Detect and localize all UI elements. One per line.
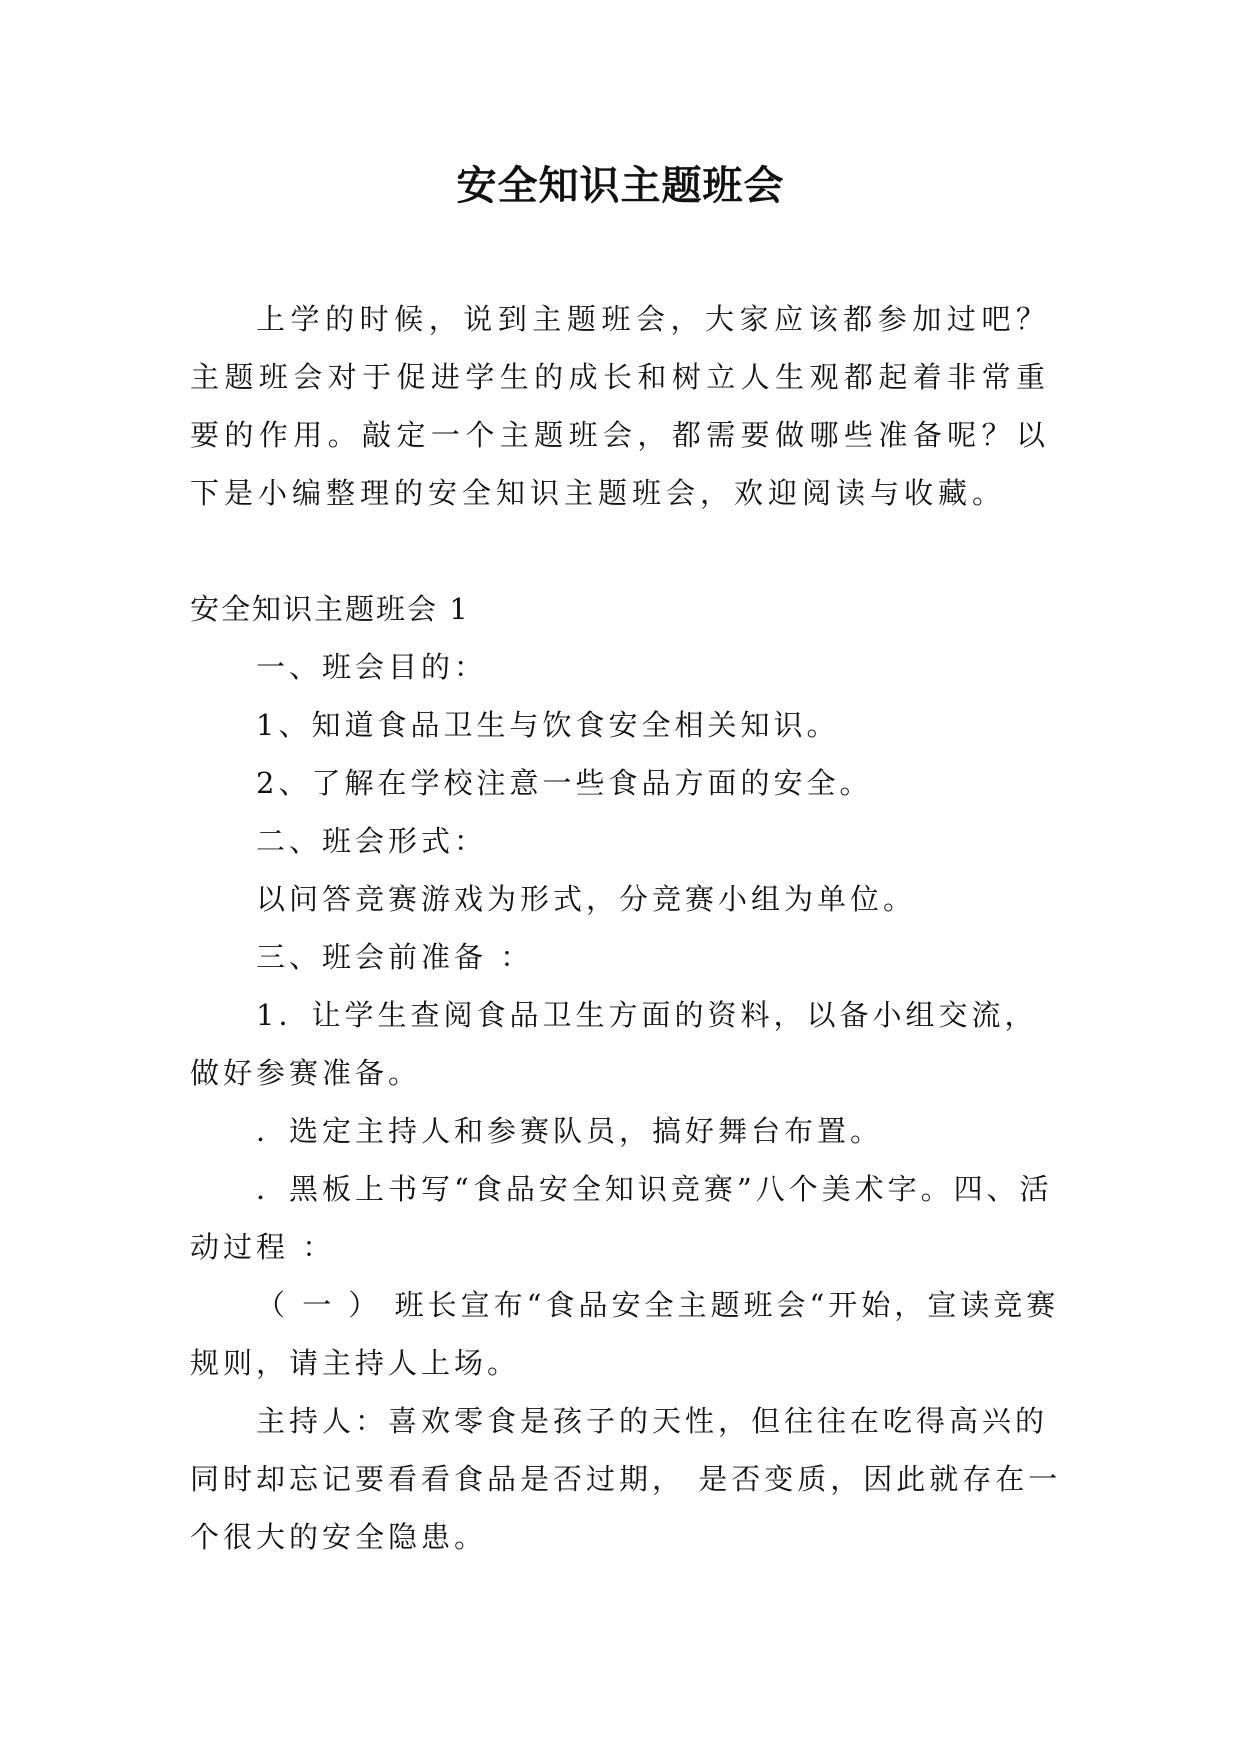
paragraph-line: 三、班会前准备 ：	[256, 940, 534, 974]
section-title: 安全知识主题班会 1	[190, 592, 470, 626]
paragraph-line: ．黑板上书写“食品安全知识竞赛”八个美术字。四、活动过程 ：	[190, 1172, 1053, 1264]
paragraph-line: （ 一 ） 班长宣布“食品安全主题班会“开始，宣读竞赛规则，请主持人上场。	[190, 1288, 1060, 1380]
document-title: 安全知识主题班会	[456, 162, 785, 209]
paragraph-line: ．选定主持人和参赛队员，搞好舞台布置。	[256, 1114, 884, 1148]
paragraph-line: 一、班会目的：	[256, 650, 488, 684]
paragraph-line: 1．让学生查阅食品卫生方面的资料，以备小组交流，做好参赛准备。	[190, 998, 1038, 1090]
paragraph-line: 主持人：喜欢零食是孩子的天性，但往往在吃得高兴的同时却忘记要看看食品是否过期， 是否变质，因此就存在一个很大的安全隐患。	[190, 1404, 1062, 1554]
paragraph-line: 以问答竞赛游戏为形式，分竞赛小组为单位。	[256, 882, 917, 916]
paragraph-line: 1、知道食品卫生与饮食安全相关知识。	[256, 708, 840, 742]
paragraph-line: 二、班会形式：	[256, 824, 488, 858]
intro-paragraph: 上学的时候，说到主题班会，大家应该都参加过吧？主题班会对于促进学生的成长和树立人生观都起着非常重要的作用。敲定一个主题班会，都需要做哪些准备呢？以下是小编整理的安全知识主题班会，欢迎阅读与收藏。	[190, 302, 1050, 510]
paragraph-line: 2、了解在学校注意一些食品方面的安全。	[256, 766, 873, 800]
document-body	[190, 580, 1070, 1566]
